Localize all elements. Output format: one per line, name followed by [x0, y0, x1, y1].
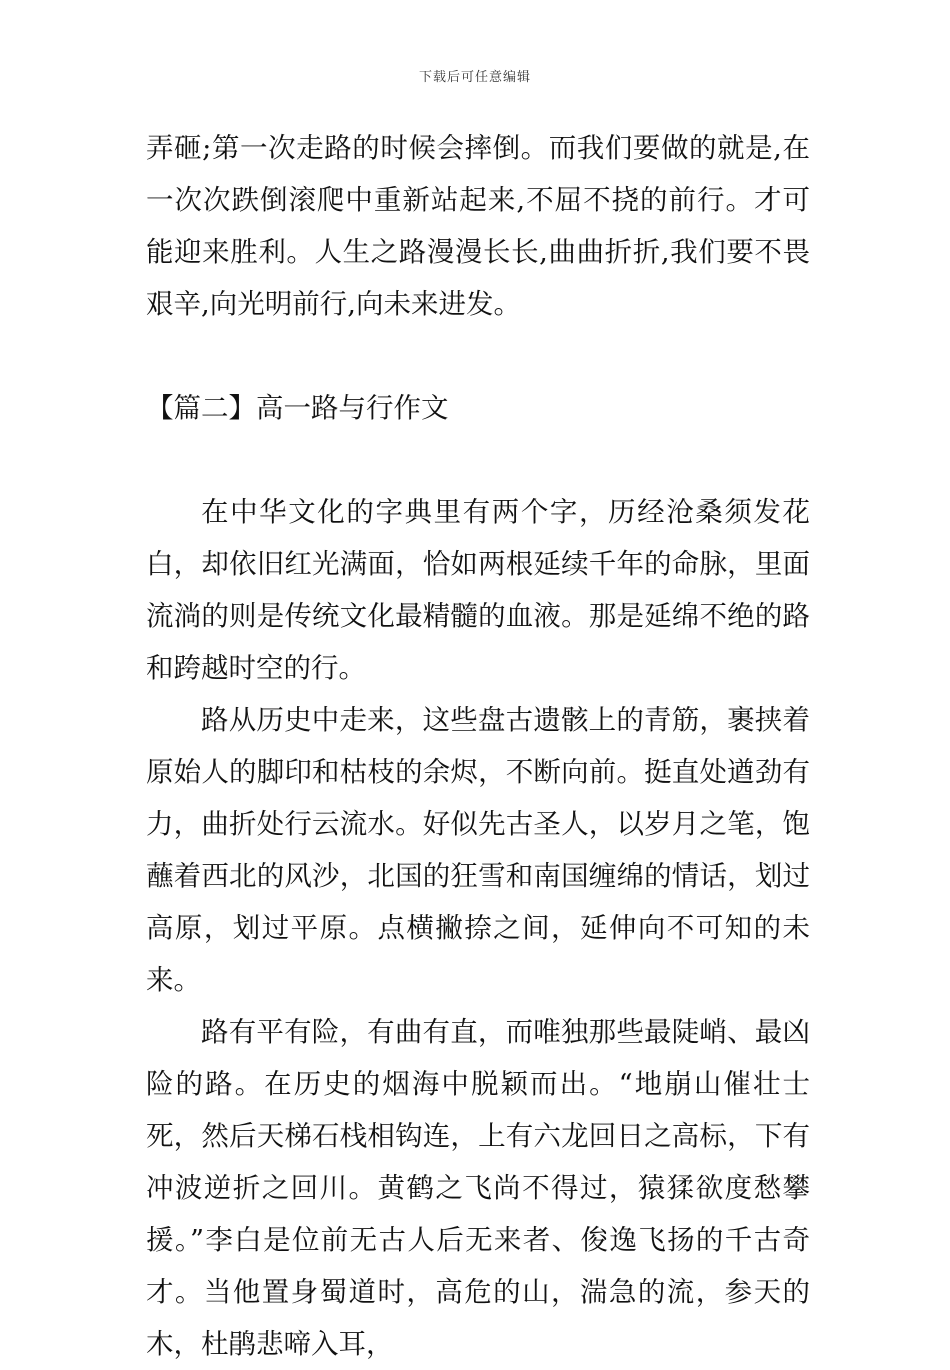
intro-paragraph: 弄砸;第一次走路的时候会摔倒。而我们要做的就是,在一次次跌倒滚爬中重新站起来,不屈不挠的前行。才可能迎来胜利。人生之路漫漫长长,曲曲折折,我们要不畏艰辛,向光明前行,向未来进发。 — [146, 132, 810, 320]
paragraph-spacer — [146, 330, 810, 382]
body-paragraph-1: 在中华文化的字典里有两个字，历经沧桑须发花白，却依旧红光满面，恰如两根延续千年的命脉，里面流淌的则是传统文化最精髓的血液。那是延绵不绝的路和跨越时空的行。 — [146, 496, 810, 684]
paragraph-spacer — [146, 434, 810, 486]
page-header-note: 下载后可任意编辑 — [418, 70, 531, 85]
section-title: 【篇二】高一路与行作文 — [146, 392, 449, 424]
body-paragraph-3: 路有平有险，有曲有直，而唯独那些最陡峭、最凶险的路。在历史的烟海中脱颖而出。“地崩山催壮士死，然后天梯石栈相钩连，上有六龙回日之高标，下有冲波逆折之回川。黄鹤之飞尚不得过，猿猱欲度愁攀援。”李白是位前无古人后无来者、俊逸飞扬的千古奇才。当他置身蜀道时，高危的山，湍急的流，参天的木，杜鹃悲啼入耳， — [146, 1016, 810, 1360]
body-paragraph-2: 路从历史中走来，这些盘古遗骸上的青筋，裹挟着原始人的脚印和枯枝的余烬，不断向前。挺直处遒劲有力，曲折处行云流水。好似先古圣人，以岁月之笔，饱蘸着西北的风沙，北国的狂雪和南国缠绵的情话，划过高原，划过平原。点横撇捺之间，延伸向不可知的未来。 — [146, 704, 810, 996]
document-body — [146, 122, 810, 1370]
